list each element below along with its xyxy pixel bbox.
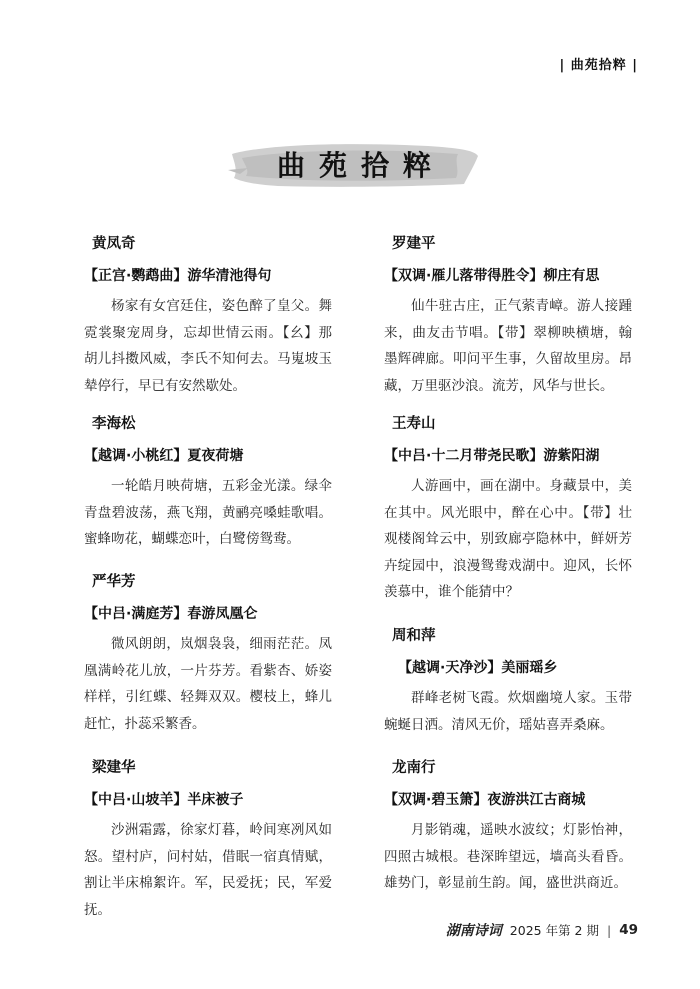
- poem-body: 微风朗朗，岚烟袅袅，细雨茫茫。凤凰满岭花儿放，一片芬芳。看紫杏、娇姿样样，引红蝶、轻舞双双。樱枝上，蜂儿赶忙，扑蕊采繁香。: [84, 636, 332, 732]
- poem-body: 月影销魂，遥映水波纹；灯影怡神，四照古城根。巷深眸望远，墙高头看昏。雄势门，彰显前生韵。闻，盛世洪商近。: [384, 822, 632, 891]
- issue-label: 2025 年第 2 期: [509, 923, 599, 938]
- poem-body: 仙牛驻古庄，正气萦青嶂。游人接踵来，曲友击节唱。【带】翠柳映横塘，翰墨辉碑廊。叩问平生事，久留故里房。昂藏，万里驱沙浪。流芳，风华与世长。: [384, 298, 632, 394]
- poem-entry: [384, 756, 632, 897]
- author-name: 王寿山: [392, 416, 436, 432]
- poem-title: 【双调·雁儿落带得胜令】柳庄有思: [384, 268, 600, 284]
- poem-entry: [84, 570, 332, 737]
- poem-title: 【中吕·十二月带尧民歌】游紫阳湖: [384, 448, 600, 464]
- section-tag: | 曲苑拾粹 |: [559, 58, 638, 73]
- poem-body: 沙洲霜露，徐家灯暮，岭间寒冽风如怒。望村庐，问村姑，借眠一宿真情赋，割让半床棉絮许。军，民爱抚；民，军爱抚。: [84, 822, 332, 918]
- page-footer: [446, 920, 638, 940]
- poem-entry: [84, 412, 332, 553]
- poem-entry: [384, 232, 632, 399]
- author-name: 李海松: [92, 416, 136, 432]
- author-name: 黄凤奇: [92, 236, 136, 252]
- poem-title: 【越调·天净沙】美丽瑶乡: [398, 660, 558, 676]
- author-name: 龙南行: [392, 760, 436, 776]
- magazine-name: 湖南诗词: [445, 923, 502, 939]
- poem-title: 【中吕·满庭芳】春游凤凰仑: [84, 606, 258, 622]
- page-number: 49: [619, 922, 638, 938]
- author-name: 梁建华: [92, 760, 136, 776]
- author-name: 罗建平: [392, 236, 436, 252]
- poem-entry: [384, 624, 632, 738]
- poem-body: 人游画中，画在湖中。身藏景中，美在其中。风光眼中，醉在心中。【带】壮观楼阁耸云中，别致廊亭隐林中，鲜妍芳卉绽园中，浪漫鸳鸯戏湖中。迎风，长怀羡慕中，谁个能猜中？: [384, 478, 632, 600]
- author-name: 周和萍: [392, 628, 436, 644]
- poem-entry: [84, 232, 332, 399]
- poem-body: 群峰老树飞霞。炊烟幽境人家。玉带蜿蜒日洒。清风无价，瑶姑喜弄桑麻。: [384, 690, 632, 733]
- poem-entry: [384, 412, 632, 606]
- poem-title: 【中吕·山坡羊】半床被子: [84, 792, 244, 808]
- poem-body: 一轮皓月映荷塘，五彩金光漾。绿伞青盘碧波荡，燕飞翔，黄鹂亮嗓蛙歌唱。蜜蜂吻花，蝴蝶恋叶，白鹭傍鸳鸯。: [84, 478, 332, 547]
- page-title: 曲苑拾粹: [276, 149, 445, 182]
- footer-separator: |: [606, 922, 612, 938]
- poem-entry: [84, 756, 332, 923]
- poem-title: 【越调·小桃红】夏夜荷塘: [84, 448, 244, 464]
- poem-title: 【双调·碧玉箫】夜游洪江古商城: [384, 792, 586, 808]
- title-banner: [228, 140, 480, 190]
- poem-title: 【正宫·鹦鹉曲】游华清池得句: [84, 268, 272, 284]
- author-name: 严华芳: [92, 574, 136, 590]
- poem-body: 杨家有女宫廷住，姿色醉了皇父。舞霓裳聚宠周身，忘却世情云雨。【幺】那胡儿抖擞风威，李氏不知何去。马嵬坡玉辇停行，早已有安然歇处。: [84, 298, 332, 394]
